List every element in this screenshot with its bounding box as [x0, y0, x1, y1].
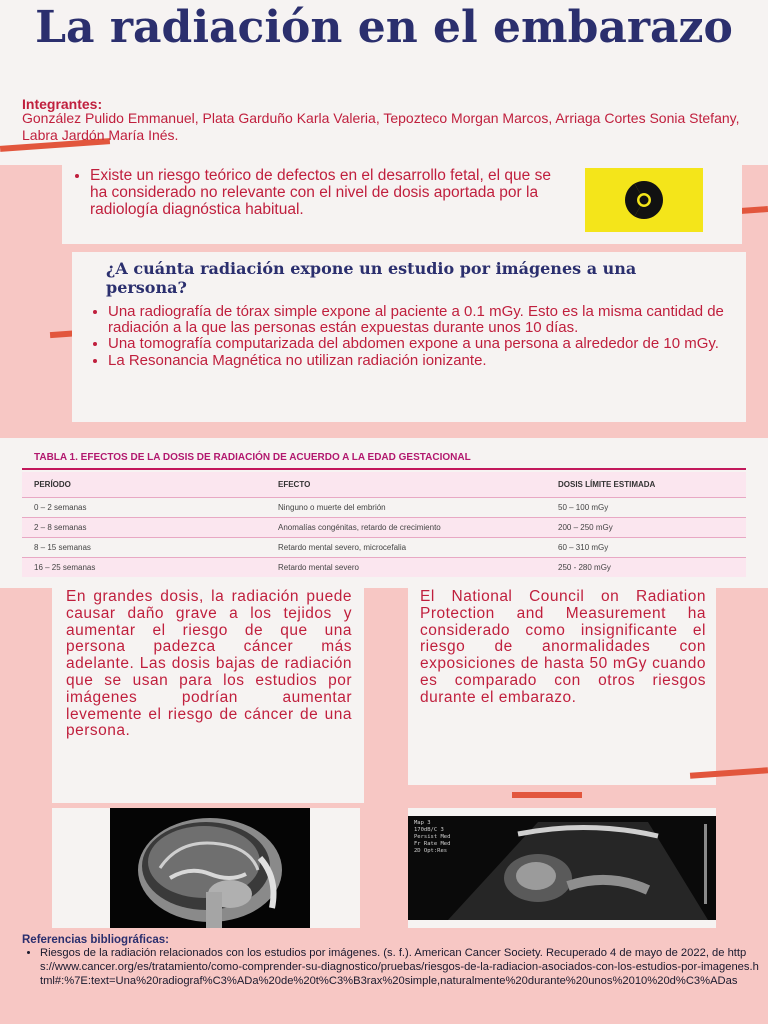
overlay-line: 2D Opt:Res — [414, 848, 448, 854]
reference-item: • Riesgos de la radiación relacionados con los estudios por imágenes. (s. f.). American Cancer Society. Recuperado 4 de mayo de 2022, de https://www.cancer.org/es/tratamiento/como-comprender-su-diagnostico/pruebas/riesgos-de-la-radiacion-asociados-con-los-estudios-por-imagenes.html#:%7E:text=Una%20radiograf%C3%ADa%20de%20t%C3%B3rax%20simple,naturalmente%20durante%20unos%2010%20d%C3%ADas — [40, 946, 760, 988]
table-row — [22, 538, 746, 558]
table-cell: 200 – 250 mGy — [546, 518, 746, 538]
radiation-trefoil-icon — [585, 168, 703, 232]
table-cell: Retardo mental severo — [266, 558, 546, 578]
members-label: Integrantes: — [22, 96, 103, 112]
ultrasound-image — [408, 816, 716, 920]
overlay-line: Map 3 — [414, 820, 431, 826]
question-bullet: • Una radiografía de tórax simple expone al paciente a 0.1 mGy. Esto es la misma cantidad de radiación a la que las personas están expuestas durante unos 10 días. — [108, 304, 730, 336]
mri-image-card — [52, 808, 360, 928]
decorative-stripe — [512, 792, 582, 798]
dose-effects-table — [22, 472, 746, 577]
intro-bullet: • Existe un riesgo teórico de defectos en el desarrollo fetal, el que se ha considerado no relevante con el nivel de dosis aportada por la radiología diagnóstica habitual. — [90, 167, 560, 218]
table-cell: 0 – 2 semanas — [22, 498, 266, 518]
overlay-line: Persist Med — [414, 834, 451, 840]
table-row — [22, 518, 746, 538]
ultrasound-image-card — [408, 808, 716, 928]
table-title: TABLA 1. EFECTOS DE LA DOSIS DE RADIACIÓN DE ACUERDO A LA EDAD GESTACIONAL — [34, 452, 471, 463]
page-title: La radiación en el embarazo — [35, 2, 733, 53]
table-header: DOSIS LÍMITE ESTIMADA — [546, 472, 746, 498]
table-divider — [22, 468, 746, 470]
table-cell: 8 – 15 semanas — [22, 538, 266, 558]
table-header: PERÍODO — [22, 472, 266, 498]
question-bullet: • La Resonancia Magnética no utilizan radiación ionizante. — [108, 353, 730, 369]
table-row — [22, 498, 746, 518]
table-row — [22, 558, 746, 578]
table-header-row — [22, 472, 746, 498]
overlay-line: Fr Rate Med — [414, 841, 451, 847]
left-paragraph: En grandes dosis, la radiación puede causar daño grave a los tejidos y aumentar el riesgo de que una persona padezca cáncer más adelante. Las dosis bajas de radiación que se usan para los estudios por imágenes podrían aumentar levemente el riesgo de cáncer de una persona. — [66, 588, 352, 740]
references-label: Referencias bibliográficas: — [22, 934, 169, 946]
overlay-line: 170dB/C 3 — [414, 827, 444, 833]
members-list: González Pulido Emmanuel, Plata Garduño Karla Valeria, Tepozteco Morgan Marcos, Arriaga Cortes Sonia Stefany, Labra Jardón María Inés. — [22, 110, 740, 143]
brain-mri-image — [110, 808, 310, 928]
table-cell: 250 - 280 mGy — [546, 558, 746, 578]
table-cell: Retardo mental severo, microcefalia — [266, 538, 546, 558]
right-paragraph: El National Council on Radiation Protection and Measurement ha considerado como insignificante el riesgo de anormalidades con exposiciones de hasta 50 mGy cuando es comparado con otros riesgos durante el embarazo. — [420, 588, 706, 706]
references-list — [22, 946, 760, 988]
table-cell: 16 – 25 semanas — [22, 558, 266, 578]
table-cell: Anomalías congénitas, retardo de crecimiento — [266, 518, 546, 538]
radiation-sign — [585, 168, 703, 232]
table-cell: 50 – 100 mGy — [546, 498, 746, 518]
question-bullet: • Una tomografía computarizada del abdomen expone a una persona a alrededor de 10 mGy. — [108, 336, 730, 352]
question-heading: ¿A cuánta radiación expone un estudio por imágenes a una persona? — [106, 259, 637, 297]
table-header: EFECTO — [266, 472, 546, 498]
table-cell: 2 – 8 semanas — [22, 518, 266, 538]
table-cell: 60 – 310 mGy — [546, 538, 746, 558]
left-text-card — [52, 585, 364, 803]
table-cell: Ninguno o muerte del embrión — [266, 498, 546, 518]
ultrasound-overlay — [414, 820, 450, 855]
right-text-card — [408, 585, 716, 785]
